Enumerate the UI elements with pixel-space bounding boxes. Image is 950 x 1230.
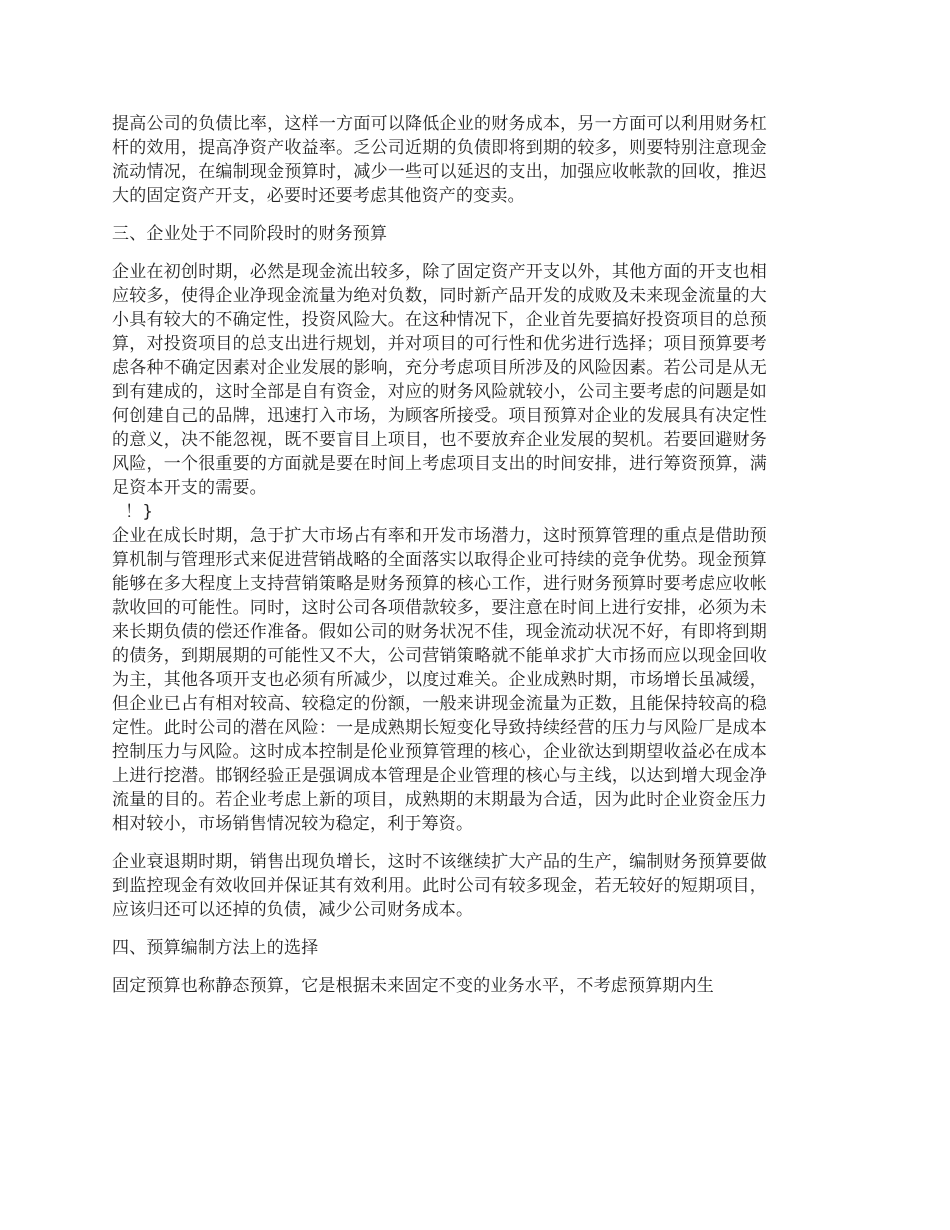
paragraph-debt-ratio: 提高公司的负债比率，这样一方面可以降低企业的财务成本，另一方面可以利用财务杠杆的效用，提高净资产收益率。乏公司近期的负债即将到期的较多，则要特别注意现金流动情况，在编制现金预算时，减少一些可以延迟的支出，加强应收帐款的回收，推迟大的固定资产开支，必要时还要考虑其他资产的变卖。 xyxy=(112,114,767,206)
paragraph-growth-maturity-stage: 企业在成长时期，急于扩大市场占有率和开发市场潜力，这时预算管理的重点是借助预算机制与管理形式来促进营销战略的全面落实以取得企业可持续的竞争优势。现金预算能够在多大程度上支持营销策略是财务预算的核心工作，进行财务预算时要考虑应收帐款收回的可能性。同时，这时公司各项借款较多，要注意在时间上进行安排，必须为未来长期负债的偿还作准备。假如公司的财务状况不佳，现金流动状况不好，有即将到期的债务，到期展期的可能性又不大，公司营销策略就不能单求扩大市扬而应以现金回收为主，其他各项开支也必须有所减少，以度过难关。企业成熟时期，市场增长虽减缓，但企业已占有相对较高、较稳定的份额，一般来讲现金流量为正数，且能保持较高的稳定性。此时公司的潜在风险：一是成熟期长短变化导致持续经营的压力与风险厂是成本控制压力与风险。这时成本控制是伦业预算管理的核心，企业欲达到期望收益必在成本上进行挖潜。邯钢经验正是强调成本管理是企业管理的核心与主线，以达到增大现金净流量的目的。若企业考虑上新的项目，成熟期的末期最为合适，因为此时企业资金压力相对较小，市场销售情况较为稳定，利于筹资。 xyxy=(112,526,767,834)
document-body xyxy=(112,112,767,1012)
paragraph-fixed-budget: 固定预算也称静态预算，它是根据未来固定不变的业务水平，不考虑预算期内生 xyxy=(112,976,714,996)
paragraph-startup-stage: 企业在初创时期，必然是现金流出较多，除了固定资产开支以外，其他方面的开支也相应较多，使得企业净现金流量为绝对负数，同时新产品开发的成败及未来现金流量的大小具有较大的不确定性，投资风险大。在这种情况下，企业首先要搞好投资项目的总预算，对投资项目的总支出进行规划，并对项目的可行性和优劣进行选择；项目预算要考虑各种不确定因素对企业发展的影响，充分考虑项目所涉及的风险因素。若公司是从无到有建成的，这时全部是自有资金，对应的财务风险就较小，公司主要考虑的问题是如何创建自己的品牌，迅速打入市场，为顾客所接受。项目预算对企业的发展具有决定性的意义，决不能忽视，既不要盲目上项目，也不要放弃企业发展的契机。若要回避财务风险，一个很重要的方面就是要在时间上考虑项目支出的时间安排，进行筹资预算，满足资本开支的需要。 xyxy=(112,262,767,498)
section-heading-stage-budget: 三、企业处于不同阶段时的财务预算 xyxy=(112,224,388,244)
paragraph-decline-stage: 企业衰退期时期，销售出现负增长，这时不该继续扩大产品的生产，编制财务预算要做到监控现金有效收回并保证其有效利用。此时公司有较多现金，若无较好的短期项目，应该归还可以还掉的负债，减少公司财务成本。 xyxy=(112,852,767,920)
stray-characters: ！} xyxy=(125,502,154,522)
section-heading-budget-methods: 四、预算编制方法上的选择 xyxy=(112,938,319,958)
